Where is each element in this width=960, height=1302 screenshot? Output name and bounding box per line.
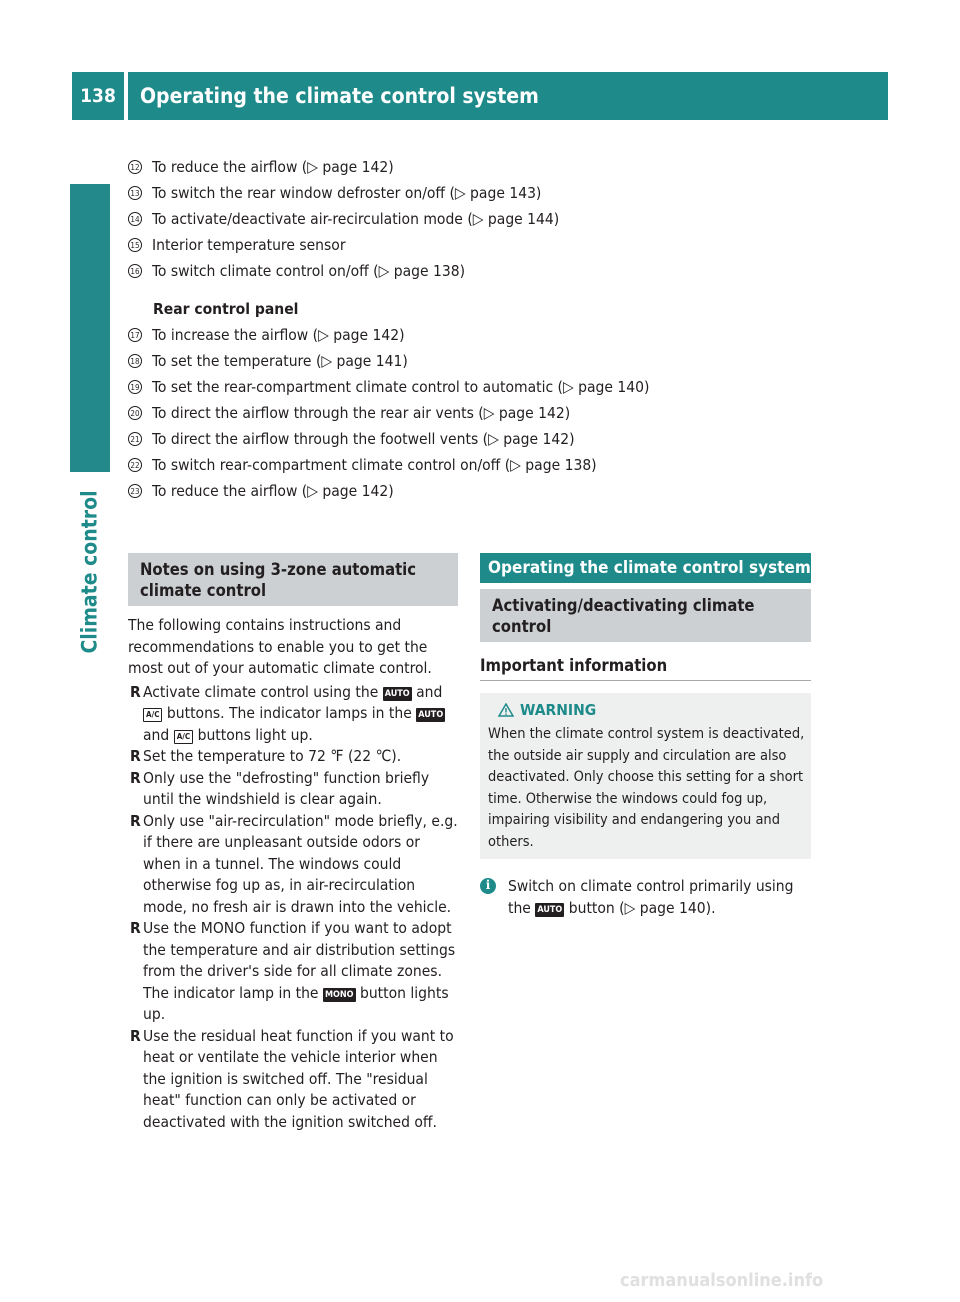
list-item <box>128 811 458 919</box>
list-item-text: To set the rear-compartment climate control to automatic (▷ page 140) <box>152 378 650 396</box>
list-item <box>128 426 818 452</box>
notes-intro: The following contains instructions and recommendations to enable you to get the most out of your automatic climate control. <box>128 616 432 677</box>
callout-number-icon: 18 <box>128 354 142 368</box>
callout-number-icon: 23 <box>128 484 142 498</box>
bullet-icon: R <box>130 811 141 830</box>
list-item <box>128 1026 458 1134</box>
list-item-text: To switch the rear window defroster on/off (▷ page 143) <box>152 184 542 202</box>
notes-column <box>128 553 458 1133</box>
bullet-icon: R <box>130 1026 141 1045</box>
auto-button-icon: AUTO <box>537 904 563 915</box>
list-item <box>128 206 818 232</box>
bullet-text: Activate climate control using the <box>143 682 379 701</box>
bullet-text: Only use "air-recirculation" mode briefly, e.g. if there are unpleasant outside odors or when in a tunnel. The windows could otherwise fog up as, in air-recirculation mode, no fresh air is drawn into the vehicle. <box>143 811 458 916</box>
rear-panel-heading: Rear control panel <box>153 300 299 318</box>
operating-column <box>480 553 811 919</box>
callout-number-icon: 15 <box>128 238 142 252</box>
page-number: 138 <box>72 72 124 120</box>
list-item-text: To reduce the airflow (▷ page 142) <box>152 158 394 176</box>
list-item <box>128 258 818 284</box>
bullet-text: buttons. The indicator lamps in the <box>166 704 412 722</box>
bullet-text: and <box>143 725 170 744</box>
bullet-text: Only use the "defrosting" function briefly until the windshield is clear again. <box>143 768 430 808</box>
side-tab-label: Climate control <box>78 490 103 654</box>
bullet-icon: R <box>130 747 141 765</box>
callout-number-icon: 20 <box>128 406 142 420</box>
bullet-text: button lights up. <box>143 983 449 1023</box>
warning-triangle-icon <box>498 703 514 717</box>
list-item-text: To switch climate control on/off (▷ page 138) <box>152 262 466 280</box>
side-tab-label-wrap <box>70 472 110 672</box>
list-item <box>128 400 818 426</box>
callout-number-icon: 12 <box>128 160 142 174</box>
watermark: carmanualsonline.info <box>620 1270 824 1291</box>
list-item <box>128 768 458 811</box>
warning-text: When the climate control system is deactivated, the outside air supply and circulation are also deactivated. Only choose this setting for a short time. Otherwise the windows could fog up, impairing visibility and endangering you and others. <box>488 726 805 850</box>
info-icon: i <box>480 878 496 894</box>
list-item-text: To set the temperature (▷ page 141) <box>152 352 408 370</box>
list-item <box>128 682 458 747</box>
callout-number-icon: 14 <box>128 212 142 226</box>
ac-button-icon: A/C <box>174 730 193 744</box>
list-item <box>128 746 458 768</box>
list-item <box>128 452 818 478</box>
list-item-text: To direct the airflow through the rear air vents (▷ page 142) <box>152 404 571 422</box>
bullet-text: Use the MONO function if you want to adopt the temperature and air distribution settings from the driver's side for all climate zones. The indicator lamp in the <box>143 919 456 1002</box>
list-item-text: To reduce the airflow (▷ page 142) <box>152 482 394 500</box>
bullet-text: and <box>416 682 443 701</box>
list-item-text: To direct the airflow through the footwell vents (▷ page 142) <box>152 430 575 448</box>
list-item <box>128 918 458 1026</box>
callout-number-icon: 22 <box>128 458 142 472</box>
list-item-text: Interior temperature sensor <box>152 236 346 254</box>
legend-list <box>128 154 818 504</box>
callout-number-icon: 13 <box>128 186 142 200</box>
callout-number-icon: 17 <box>128 328 142 342</box>
info-text: button (▷ page 140). <box>568 898 716 917</box>
callout-number-icon: 21 <box>128 432 142 446</box>
auto-button-icon: AUTO <box>418 710 444 720</box>
warning-title <box>488 699 805 721</box>
callout-number-icon: 16 <box>128 264 142 278</box>
list-item <box>128 478 818 504</box>
bullet-text: Use the residual heat function if you want to heat or ventilate the vehicle interior when the ignition is switched off. The "residual heat" function can only be activated or deactivated with the ignition switched off. <box>143 1026 454 1131</box>
section-title: Operating the climate control system <box>480 553 811 583</box>
list-item <box>128 322 818 348</box>
info-note <box>480 876 811 919</box>
bullet-icon: R <box>130 768 141 787</box>
info-text: Switch on climate control primarily using the <box>508 877 794 917</box>
bullet-text: Set the temperature to 72 ℉ (22 ℃). <box>143 747 402 765</box>
list-item <box>128 154 818 180</box>
bullet-icon: R <box>130 682 141 701</box>
list-item <box>128 348 818 374</box>
warning-box <box>480 693 811 859</box>
mono-button-icon: MONO <box>324 989 354 1000</box>
important-heading: Important information <box>480 650 811 681</box>
notes-heading: Notes on using 3-zone automatic climate control <box>128 553 458 606</box>
ac-button-icon: A/C <box>143 708 162 722</box>
list-item-text: To activate/deactivate air-recirculation mode (▷ page 144) <box>152 210 560 228</box>
list-item <box>128 374 818 400</box>
side-tab-bar <box>70 184 110 472</box>
bullet-icon: R <box>130 919 141 937</box>
auto-button-icon: AUTO <box>384 688 410 699</box>
page-header-title: Operating the climate control system <box>128 72 888 120</box>
callout-number-icon: 19 <box>128 380 142 394</box>
list-item <box>128 180 818 206</box>
subsection-heading: Activating/deactivating climate control <box>480 589 811 642</box>
list-item <box>128 232 818 258</box>
list-item-text: To increase the airflow (▷ page 142) <box>152 326 405 344</box>
list-item-text: To switch rear-compartment climate control on/off (▷ page 138) <box>152 456 597 474</box>
bullet-text: buttons light up. <box>197 725 313 744</box>
warning-label: WARNING <box>520 701 597 719</box>
